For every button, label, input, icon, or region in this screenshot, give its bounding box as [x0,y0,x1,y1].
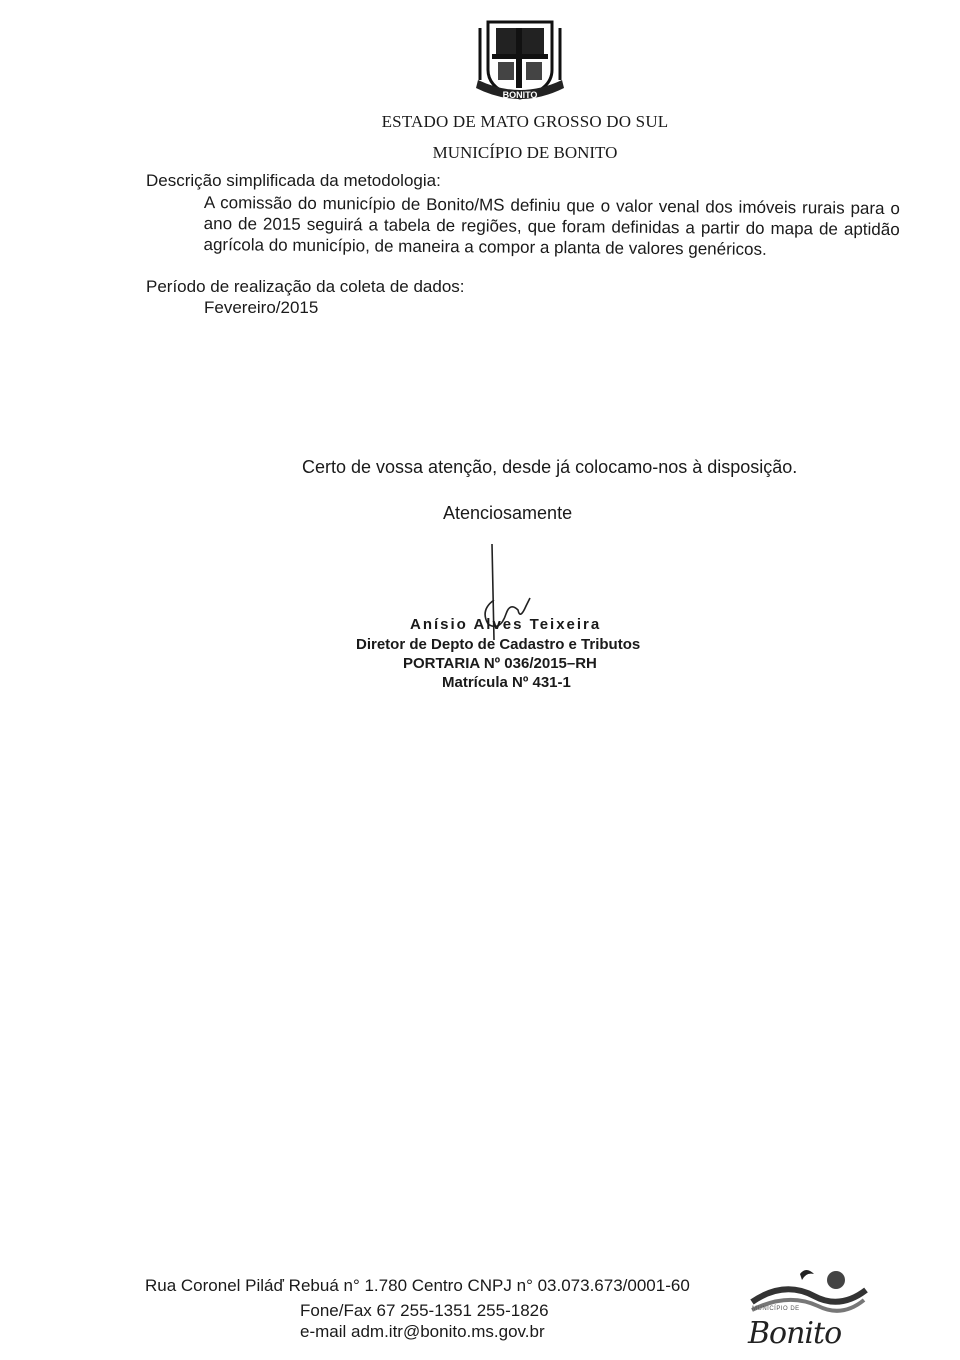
methodology-text: A comissão do município de Bonito/MS definiu que o valor venal dos imóveis rurais para o ano de 2015 seguirá a tabela de regiões, que foram definidas a partir do mapa de aptidão agrícola do município, de maneira a compor a planta de valores genéricos. [203,192,900,259]
municipal-crest-icon [470,18,570,110]
period-label: Período de realização da coleta de dados: [146,277,465,296]
methodology-label: Descrição simplificada da metodologia: [146,171,441,190]
signer-portaria: PORTARIA Nº 036/2015–RH [403,655,597,672]
state-heading: ESTADO DE MATO GROSSO DO SUL [381,112,669,131]
closing-sentence: Certo de vossa atenção, desde já colocamo-nos à disposição. [302,457,798,477]
logo-text: Bonito [748,1316,842,1351]
regards-line: Atenciosamente [443,503,573,523]
svg-text:BONITO: BONITO [502,90,538,100]
municipality-heading: MUNICÍPIO DE BONITO [432,143,618,162]
footer-email: e-mail adm.itr@bonito.ms.gov.br [300,1322,545,1341]
period-value: Fevereiro/2015 [204,298,319,317]
methodology-paragraph [203,192,900,261]
signer-role: Diretor de Depto de Cadastro e Tributos [356,636,641,653]
signer-matricula: Matrícula Nº 431-1 [442,674,571,691]
signer-name: Anísio Alves Teixeira [410,616,602,633]
footer-phone: Fone/Fax 67 255-1351 255-1826 [300,1301,549,1320]
footer-address: Rua Coronel Piláď Rebuá n° 1.780 Centro CNPJ n° 03.073.673/0001-60 [145,1276,690,1295]
logo-small-text: MUNICÍPIO DE [752,1306,800,1312]
